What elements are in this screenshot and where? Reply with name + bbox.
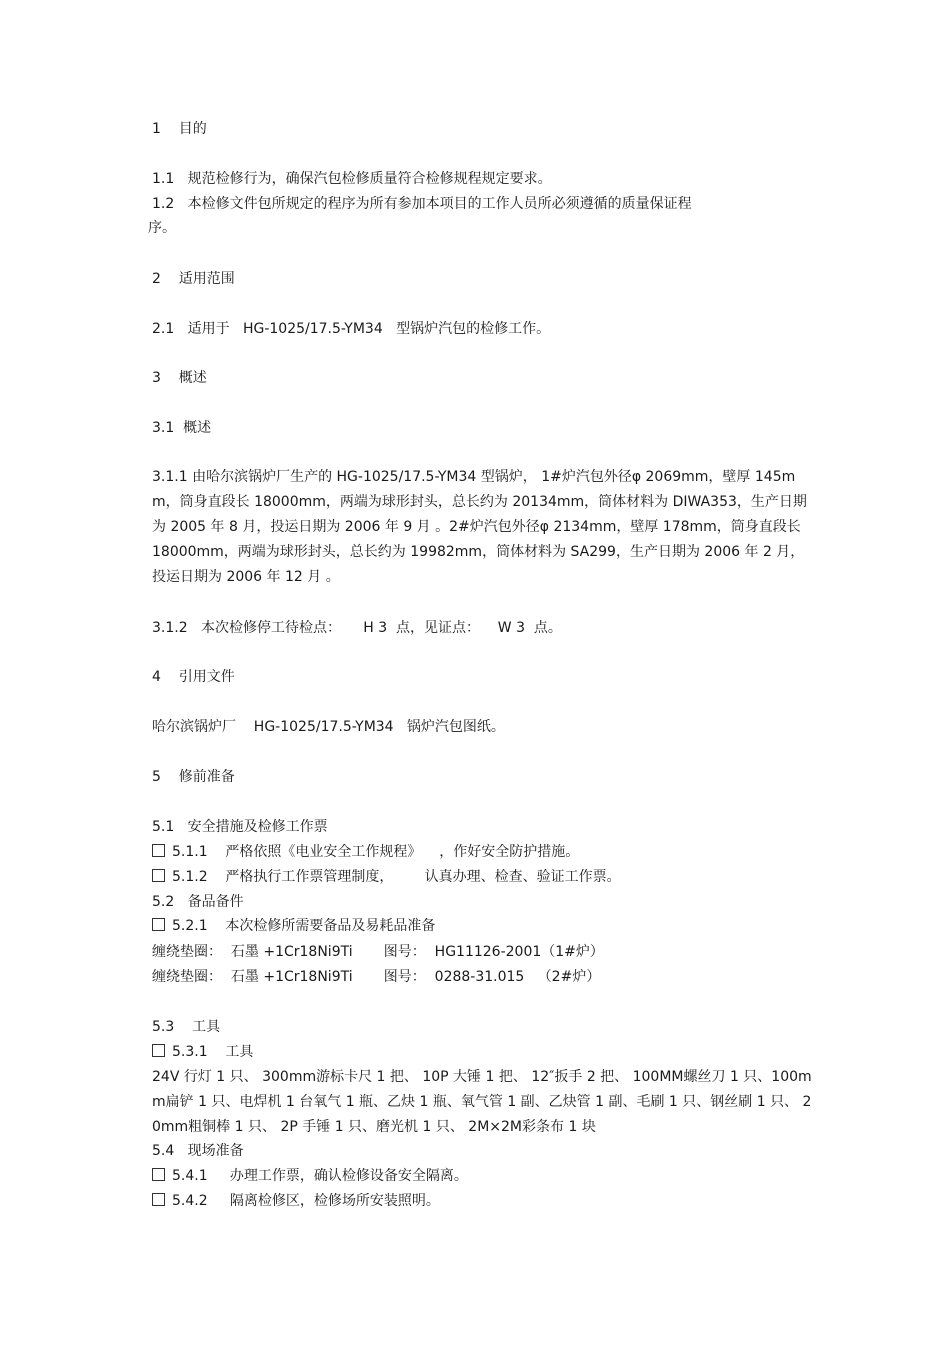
- reference-document: 哈尔滨锅炉厂 HG-1025/17.5-YM34 锅炉汽包图纸。: [152, 719, 505, 735]
- section-5-heading: 5 修前准备: [152, 769, 235, 785]
- checkbox[interactable]: [152, 1168, 165, 1181]
- checkbox[interactable]: [152, 844, 165, 857]
- tools-list: 24V 行灯 1 只、 300mm游标卡尺 1 把、 10P 大锤 1 把、 12″扳手 2 把、 100MM螺丝刀 1 只、100mm扁铲 1 只、电焊机 1 台氧气 1 瓶、乙炔 1 瓶、氧气管 1 副、乙炔管 1 副、毛刷 1 只、钢丝刷 1 只、 20mm粗铜棒 1 只、 2P 手锤 1 只、磨光机 1 只、 2M×2M彩条布 1 块: [152, 1069, 812, 1135]
- clause-3-1-1: 3.1.1 由哈尔滨锅炉厂生产的 HG-1025/17.5-YM34 型锅炉， 1#炉汽包外径φ 2069mm，壁厚 145mm，筒身直段长 18000mm，两端为球形封头，总长约为 20134mm，筒体材料为 DIWA353，生产日期为 2005 年 8 月，投运日期为 2006 年 9 月 。2#炉汽包外径φ 2134mm，壁厚 178mm，筒身直段长 18000mm，两端为球形封头，总长约为 19982mm，筒体材料为 SA299，生产日期为 2006 年 2 月，投运日期为 2006 年 12 月 。: [152, 469, 807, 585]
- section-1-heading: 1 目的: [152, 121, 207, 137]
- checklist-item-5-1-1: 5.1.1 严格依照《电业安全工作规程》 ，作好安全防护措施。: [152, 843, 822, 861]
- clause-1-1: 1.1 规范检修行为，确保汽包检修质量符合检修规程规定要求。: [152, 171, 552, 187]
- clause-2-1: 2.1 适用于 HG-1025/17.5-YM34 型锅炉汽包的检修工作。: [152, 321, 551, 337]
- checkbox[interactable]: [152, 918, 165, 931]
- gasket-line-1: 缠绕垫圈： 石墨 +1Cr18Ni9Ti 图号： HG11126-2001（1#炉）: [152, 944, 604, 960]
- checkbox[interactable]: [152, 869, 165, 882]
- checklist-item-5-4-1: 5.4.1 办理工作票，确认检修设备安全隔离。: [152, 1167, 822, 1185]
- clause-1-2: 1.2 本检修文件包所规定的程序为所有参加本项目的工作人员所必须遵循的质量保证程: [152, 196, 692, 212]
- clause-3-1-2: 3.1.2 本次检修停工待检点： H 3 点，见证点： W 3 点。: [152, 620, 562, 636]
- checkbox[interactable]: [152, 1044, 165, 1057]
- checklist-item-5-3-1: 5.3.1 工具: [152, 1043, 822, 1061]
- clause-5-1: 5.1 安全措施及检修工作票: [152, 819, 328, 835]
- section-3-heading: 3 概述: [152, 370, 207, 386]
- clause-1-2-continuation: 序。: [148, 220, 176, 236]
- checkbox[interactable]: [152, 1193, 165, 1206]
- gasket-line-2: 缠绕垫圈： 石墨 +1Cr18Ni9Ti 图号： 0288-31.015 （2#炉）: [152, 969, 601, 985]
- checklist-item-5-1-2: 5.1.2 严格执行工作票管理制度， 认真办理、检查、验证工作票。: [152, 868, 822, 886]
- clause-3-1: 3.1 概述: [152, 420, 212, 436]
- section-2-heading: 2 适用范围: [152, 271, 235, 287]
- clause-5-4: 5.4 现场准备: [152, 1143, 244, 1159]
- checklist-item-5-2-1: 5.2.1 本次检修所需要备品及易耗品准备: [152, 917, 822, 935]
- clause-5-2: 5.2 备品备件: [152, 894, 244, 910]
- section-4-heading: 4 引用文件: [152, 669, 235, 685]
- clause-5-3: 5.3 工具: [152, 1019, 221, 1035]
- checklist-item-5-4-2: 5.4.2 隔离检修区，检修场所安装照明。: [152, 1192, 822, 1210]
